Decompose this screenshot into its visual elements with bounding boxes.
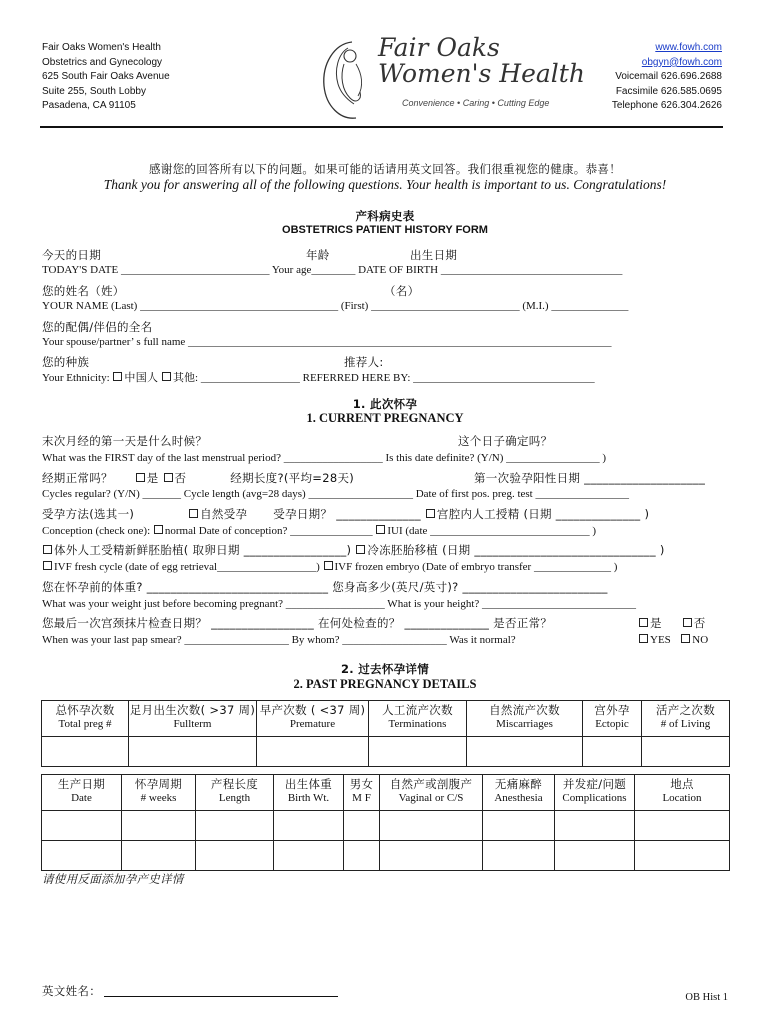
name-label-zh: 您的姓名（姓） [42,284,125,298]
detail-entry-cell[interactable] [42,811,122,841]
today-label-zh: 今天的日期 [42,248,101,262]
detail-entry-cell[interactable] [380,811,483,841]
summary-header-cell: 自然流产次数 Miscarriages [467,701,583,737]
pregnancy-detail-table [41,774,730,871]
pap-normal-zh-options [638,616,706,630]
detail-entry-cell[interactable] [344,841,380,871]
detail-header-cell: 地点 Location [635,775,730,811]
summary-header-row [42,701,730,737]
logo-tagline: Convenience • Caring • Cutting Edge [402,98,550,108]
ethnicity-row [42,371,595,385]
intro-en: Thank you for answering all of the following questions. Your health is important to us. Congratulations! [103,177,667,192]
summary-header-cell: 早产次数 ( <37 周) Premature [257,701,369,737]
summary-entry-cell[interactable] [257,737,369,767]
ethnicity-label-zh: 您的种族 [42,355,90,369]
summary-header-cell: 人工流产次数 Terminations [369,701,467,737]
logo-line2: Women's Health [378,59,585,88]
detail-header-cell: 产程长度 Length [196,775,274,811]
dob-label-zh: 出生日期 [410,248,458,262]
iui-checkbox-zh[interactable] [426,509,435,518]
natural-conception-checkbox-zh[interactable] [189,509,198,518]
ethnicity-other-and-referred[interactable]: 其他: __________________ REFERRED HERE BY: _________________________________ [173,372,595,384]
ethnicity-other-checkbox[interactable] [162,372,171,381]
intro-zh: 感谢您的回答所有以下的问题。如果可能的话请用英文回答。我们很重视您的健康。恭喜！ [149,162,621,176]
detail-entry-cell[interactable] [122,841,196,871]
section2-title-zh: 2. 过去怀孕详情 [340,662,430,676]
referred-label-zh: 推荐人: [344,355,384,369]
detail-entry-cell[interactable] [122,811,196,841]
conception-row [42,524,596,538]
first-pos-test-label-zh: 第一次验孕阳性日期 ____________________ [474,471,706,485]
detail-entry-cell[interactable] [635,811,730,841]
conception-label: Conception (check one): [42,525,151,537]
fax-number: Facsimile 626.585.0695 [615,85,722,97]
section1-title-en: 1. CURRENT PREGNANCY [306,411,464,425]
pregnancy-summary-table [41,700,730,767]
address-line: Obstetrics and Gynecology [42,56,163,68]
pap-no-checkbox[interactable] [681,634,690,643]
weight-height-row[interactable]: What was your weight just before becoming pregnant? __________________ What is your height? ____________________________ [42,598,637,610]
summary-header-cell: 总怀孕次数 Total preg # [42,701,129,737]
date-definite-label-zh: 这个日子确定吗？ [458,434,553,448]
cycle-length-label-zh: 经期长度?(平均=28天) [230,471,355,485]
website-link[interactable]: www.fowh.com [655,42,722,53]
summary-header-cell: 活产之次数 # of Living [642,701,730,737]
pap-no-label-zh: 否 [693,616,706,630]
detail-entry-cell[interactable] [555,841,635,871]
summary-header-cell: 足月出生次数( >37 周) Fullterm [129,701,257,737]
detail-entry-cell[interactable] [196,811,274,841]
pap-no-checkbox-zh[interactable] [683,618,692,627]
ethnicity-label: Your Ethnicity: [42,372,110,384]
pap-yes-checkbox-zh[interactable] [639,618,648,627]
ethnicity-chinese-checkbox[interactable] [113,372,122,381]
ivf-row [42,560,617,574]
detail-entry-cell[interactable] [483,811,555,841]
normal-conception-checkbox[interactable] [154,525,163,534]
detail-entry-cell[interactable] [380,841,483,871]
detail-header-cell: 怀孕周期 # weeks [122,775,196,811]
spouse-label-zh: 您的配偶/伴侣的全名 [42,320,153,334]
ivf-fresh-label-zh: 体外人工受精新鲜胚胎植( 取卵日期 _________________) [54,543,352,557]
email-link[interactable]: obgyn@fowh.com [641,56,722,68]
cycles-row-zh [42,471,354,485]
ivf-fresh-field[interactable]: IVF fresh cycle (date of egg retrieval__________________) [54,561,320,573]
detail-entry-cell[interactable] [274,811,344,841]
lmp-label-zh: 末次月经的第一天是什么时候？ [42,434,208,448]
address-line: Fair Oaks Women's Health [42,42,161,53]
conception-row-zh [42,507,649,521]
logo-line1: Fair Oaks [378,33,500,62]
summary-entry-cell[interactable] [369,737,467,767]
cycles-regular-label-zh: 经期正常吗？ [42,471,113,485]
ivf-row-zh [42,543,665,557]
detail-entry-cell[interactable] [483,841,555,871]
summary-entry-cell[interactable] [467,737,583,767]
detail-header-cell: 出生体重 Birth Wt. [274,775,344,811]
voicemail-number: Voicemail 626.696.2688 [615,71,722,83]
footer-name-label: 英文姓名： [42,984,101,998]
address-line: Suite 255, South Lobby [42,85,146,97]
summary-header-cell: 宫外孕 Ectopic [583,701,642,737]
clinic-address [42,41,170,114]
detail-header-cell: 男女 M F [344,775,380,811]
ivf-frozen-label-zh: 冷冻胚胎移植 (日期 ______________________________ ) [367,543,665,557]
detail-header-cell: 生产日期 Date [42,775,122,811]
summary-entry-cell[interactable] [583,737,642,767]
cycles-row[interactable]: Cycles regular? (Y/N) _______ Cycle length (avg=28 days) ___________________ Date of first pos. preg. test _________________ [42,488,629,500]
ivf-fresh-checkbox-zh[interactable] [43,545,52,554]
telephone-number: Telephone 626.304.2626 [611,100,722,112]
form-title-en: OBSTETRICS PATIENT HISTORY FORM [282,224,488,236]
summary-entry-cell[interactable] [129,737,257,767]
cycles-yes-label: 是 [146,471,159,485]
iui-checkbox[interactable] [376,525,385,534]
cycles-no-checkbox[interactable] [164,473,173,482]
section1-title-zh: 1. 此次怀孕 [352,397,418,411]
detail-header-cell: 并发症/问题 Complications [555,775,635,811]
lmp-row[interactable]: What was the FIRST day of the last menstrual period? __________________ Is this date definite? (Y/N) _________________ ) [42,452,607,464]
normal-conception-field[interactable]: normal Date of conception? _______________ [164,525,373,537]
reverse-side-note: 请使用反面添加孕产史详情 [42,872,184,886]
section2-title-en: 2. PAST PREGNANCY DETAILS [293,677,477,691]
header-divider [40,126,723,128]
ivf-frozen-field[interactable]: IVF frozen embryo (Date of embryo transfer ______________ ) [334,561,618,573]
summary-entry-row[interactable] [42,737,730,767]
pap-normal-options [638,633,708,647]
pap-yes-label: YES [650,634,671,646]
ivf-frozen-checkbox[interactable] [324,561,333,570]
detail-entry-cell[interactable] [344,811,380,841]
pap-no-label: NO [692,634,709,646]
clinic-logo-icon [312,34,374,124]
age-label-zh: 年龄 [306,248,330,262]
detail-header-cell: 自然产或剖腹产 Vaginal or C/S [380,775,483,811]
personal-line-date-age-dob[interactable]: TODAY'S DATE ___________________________ Your age________ DATE OF BIRTH _________________________________ [42,264,623,276]
detail-entry-cell[interactable] [42,841,122,871]
form-title-zh: 产科病史表 [355,209,415,223]
page-label: OB Hist 1 [685,992,728,1003]
iui-label-zh: 宫腔内人工授精 (日期 ______________ ) [436,507,650,521]
address-line: 625 South Fair Oaks Avenue [42,71,170,83]
pap-row[interactable]: When was your last pap smear? ___________________ By whom? ___________________ Was it normal? [42,634,516,646]
detail-entry-cell[interactable] [635,841,730,871]
conception-method-label-zh: 受孕方法(选其一) [42,507,135,521]
pap-yes-label-zh: 是 [650,616,662,630]
detail-entry-cell[interactable] [196,841,274,871]
natural-conception-label-zh: 自然受孕 [200,507,248,521]
address-line: Pasadena, CA 91105 [42,100,136,112]
first-name-label-zh: （名） [384,284,420,298]
personal-line-spouse[interactable]: Your spouse/partner’ s full name _____________________________________________________________________________ [42,336,612,348]
footer-name-field[interactable] [104,996,338,997]
cycles-no-label: 否 [174,471,187,485]
cycles-yes-checkbox[interactable] [136,473,145,482]
iui-date-field[interactable]: IUI (date _____________________________ ) [387,525,597,537]
detail-entry-row[interactable] [42,811,730,841]
pap-yes-checkbox[interactable] [639,634,648,643]
pap-row-zh[interactable]: 您最后一次宫颈抹片检查日期？ _________________ 在何处检查的？ ______________ 是否正常？ [42,616,553,630]
ethnicity-chinese-label: 中国人 [124,371,159,384]
detail-entry-row[interactable] [42,841,730,871]
personal-line-name[interactable]: YOUR NAME (Last) ____________________________________ (First) ___________________________ (M.I.) ______________ [42,300,629,312]
summary-entry-cell[interactable] [42,737,129,767]
detail-header-row [42,775,730,811]
ivf-fresh-checkbox[interactable] [43,561,52,570]
detail-entry-cell[interactable] [274,841,344,871]
ivf-frozen-checkbox-zh[interactable] [356,545,365,554]
detail-header-cell: 无痛麻醉 Anesthesia [483,775,555,811]
clinic-contact [612,41,722,114]
weight-height-row-zh[interactable]: 您在怀孕前的体重? ______________________________ 您身高多少(英尺/英寸)? ________________________ [42,580,608,594]
conception-date-label-zh: 受孕日期？ ______________ [273,507,421,521]
summary-entry-cell[interactable] [642,737,730,767]
detail-entry-cell[interactable] [555,811,635,841]
